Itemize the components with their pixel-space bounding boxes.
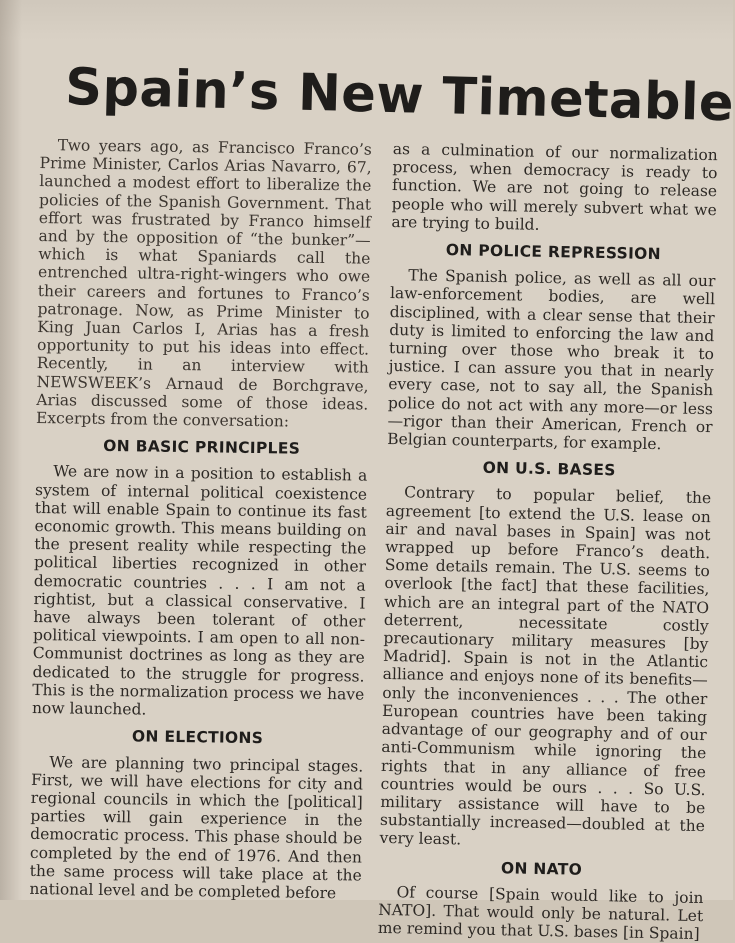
article-column-left — [29, 136, 372, 903]
section-body-nato: Of course [Spain would like to join NATO]. That would only be natural. Let me remind you that U.S. bases [in Spain] — [377, 882, 704, 943]
column-continuation-text: as a culmination of our normalization process, when democracy is ready to function. We are not going to release people who will merely subvert what we are trying to build. — [391, 140, 718, 234]
article-headline: Spain’s New Timetable — [64, 58, 735, 134]
section-heading-nato: ON NATO — [500, 858, 583, 879]
section-heading-elections: ON ELECTIONS — [131, 727, 264, 748]
article-intro: Two years ago, as Francisco Franco’s Prime Minister, Carlos Arias Navarro, 67, launched a modest effort to liberalize the policies of the Spanish Government. That effort was frustrated by Franco himself and by the opposition of “the bunker”—which is what Spaniards call the entrenched ultra-right-wingers who owe their careers and fortunes to Franco’s patronage. Now, as Prime Minister to King Juan Carlos I, Arias has a fresh opportunity to put his ideas into effect. Recently, in an interview with NEWSWEEK’s Arnaud de Borchgrave, Arias discussed some of those ideas. Excerpts from the conversation: — [35, 136, 372, 431]
section-body-us-bases: Contrary to popular belief, the agreement [to extend the U.S. lease on air and naval bases in Spain] was not wrapped up before Franco’s death. Some details remain. The U.S. seems to overlook [the fact] that these facilities, which are an integral part of the NATO deterrent, necessitate costly precautionary military measures [by Madrid]. Spain is not in the Atlantic alliance and enjoys none of its benefits—only the inconveniences . . . The other European countries have been taking advantage of our geography and of our anti-Communism while ignoring the rights that in any alliance of free countries would be ours . . . So U.S. military assistance will have to be substantially increased—doubled at the very least. — [379, 483, 712, 849]
section-body-police-repression: The Spanish police, as well as all our law-enforcement bodies, are well disciplined, with a clear sense that their duty is limited to enforcing the law and turning over those who break it to justice. I can assure you that in nearly every case, not to say all, the Spanish police do not act with any more—or less—rigor than their American, French or Belgian counterparts, for example. — [387, 266, 716, 454]
section-body-basic-principles: We are now in a position to establish a system of internal political coexistence that will enable Spain to continue its fast economic growth. This means building on the present reality while respecting the political liberties recognized in other democratic countries . . . I am not a rightist, but a classical conservative. I have always been tolerant of other political viewpoints. I am open to all non-Communist doctrines as long as they are dedicated to the struggle for progress. This is the normalization process we have now launched. — [31, 462, 368, 719]
article-column-right — [378, 140, 718, 943]
section-heading-police-repression: ON POLICE REPRESSION — [445, 241, 662, 264]
section-body-elections: We are planning two principal stages. First, we will have elections for city and regional councils in which the [political] parties will gain experience in the democratic process. This phase should be completed by the end of 1976. And then the same process will take place at the national level and be completed before — [29, 752, 364, 903]
section-heading-basic-principles: ON BASIC PRINCIPLES — [103, 437, 301, 458]
section-heading-us-bases: ON U.S. BASES — [482, 459, 616, 480]
